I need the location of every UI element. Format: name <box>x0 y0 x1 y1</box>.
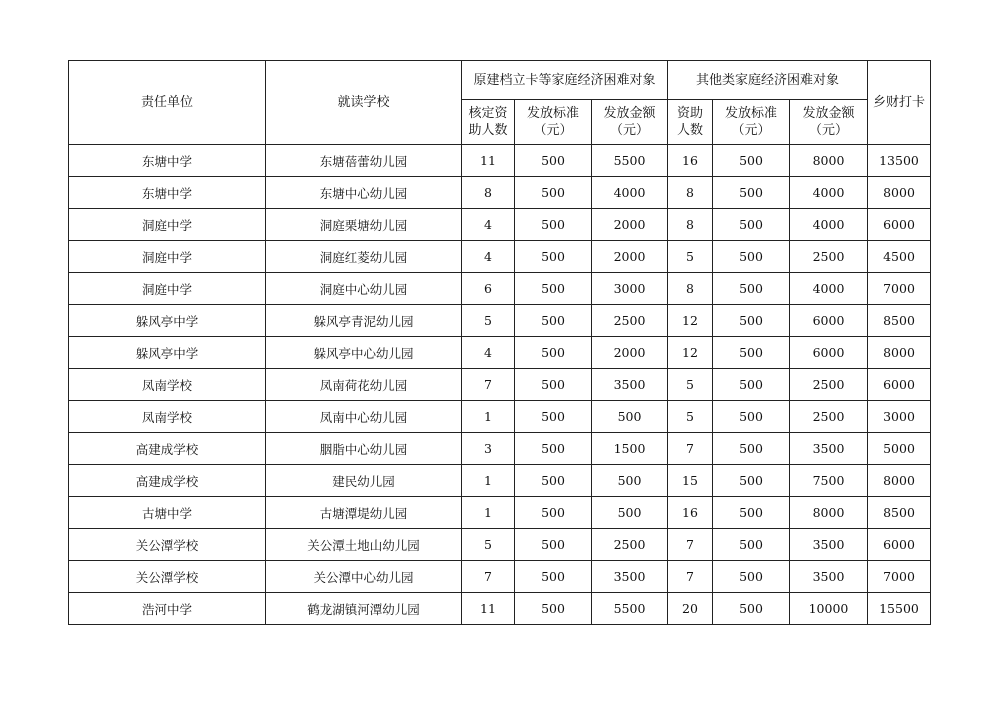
g1-amount-cell: 4000 <box>592 177 668 209</box>
g1-amount-cell: 1500 <box>592 433 668 465</box>
township-payment-cell: 13500 <box>868 145 931 177</box>
g2-count-cell: 16 <box>668 145 713 177</box>
g2-standard-cell: 500 <box>713 145 790 177</box>
unit-cell: 东塘中学 <box>69 177 266 209</box>
township-payment-cell: 8500 <box>868 497 931 529</box>
g1-count-cell: 5 <box>462 305 515 337</box>
table-row <box>69 433 931 465</box>
township-payment-cell: 4500 <box>868 241 931 273</box>
township-payment-cell: 8000 <box>868 177 931 209</box>
township-payment-cell: 15500 <box>868 593 931 625</box>
g1-standard-cell: 500 <box>515 241 592 273</box>
g2-count-cell: 8 <box>668 209 713 241</box>
g1-amount-cell: 2000 <box>592 241 668 273</box>
g2-amount-cell: 3500 <box>790 529 868 561</box>
g1-standard-cell: 500 <box>515 401 592 433</box>
g2-count-cell: 20 <box>668 593 713 625</box>
unit-cell: 洞庭中学 <box>69 273 266 305</box>
g2-count-cell: 7 <box>668 433 713 465</box>
unit-cell: 高建成学校 <box>69 465 266 497</box>
g1-count-cell: 5 <box>462 529 515 561</box>
g1-amount-cell: 3500 <box>592 369 668 401</box>
township-payment-cell: 6000 <box>868 209 931 241</box>
g1-standard-cell: 500 <box>515 433 592 465</box>
header-g2-amount: 发放金额 （元） <box>790 100 868 145</box>
g2-count-cell: 12 <box>668 305 713 337</box>
school-cell: 胭脂中心幼儿园 <box>266 433 462 465</box>
g1-count-cell: 4 <box>462 209 515 241</box>
school-cell: 躲风亭中心幼儿园 <box>266 337 462 369</box>
g1-standard-cell: 500 <box>515 177 592 209</box>
g1-amount-cell: 5500 <box>592 145 668 177</box>
g1-count-cell: 4 <box>462 241 515 273</box>
school-cell: 东塘蓓蕾幼儿园 <box>266 145 462 177</box>
unit-cell: 古塘中学 <box>69 497 266 529</box>
school-cell: 东塘中心幼儿园 <box>266 177 462 209</box>
township-payment-cell: 8000 <box>868 465 931 497</box>
g2-standard-cell: 500 <box>713 593 790 625</box>
g2-count-cell: 15 <box>668 465 713 497</box>
township-payment-cell: 6000 <box>868 369 931 401</box>
g2-amount-cell: 2500 <box>790 401 868 433</box>
g2-standard-cell: 500 <box>713 273 790 305</box>
table-row <box>69 593 931 625</box>
g2-standard-cell: 500 <box>713 209 790 241</box>
subsidy-table <box>68 60 931 625</box>
g1-count-cell: 7 <box>462 561 515 593</box>
g2-standard-cell: 500 <box>713 433 790 465</box>
g1-amount-cell: 3000 <box>592 273 668 305</box>
g1-amount-cell: 3500 <box>592 561 668 593</box>
school-cell: 古塘潭堤幼儿园 <box>266 497 462 529</box>
school-cell: 洞庭中心幼儿园 <box>266 273 462 305</box>
school-cell: 建民幼儿园 <box>266 465 462 497</box>
g1-amount-cell: 5500 <box>592 593 668 625</box>
g2-count-cell: 16 <box>668 497 713 529</box>
header-group-other: 其他类家庭经济困难对象 <box>668 61 868 100</box>
g2-standard-cell: 500 <box>713 177 790 209</box>
g2-amount-cell: 8000 <box>790 145 868 177</box>
g2-amount-cell: 7500 <box>790 465 868 497</box>
g2-amount-cell: 6000 <box>790 305 868 337</box>
g1-amount-cell: 2000 <box>592 337 668 369</box>
g1-count-cell: 11 <box>462 593 515 625</box>
g2-amount-cell: 4000 <box>790 273 868 305</box>
header-g1-standard: 发放标准 （元） <box>515 100 592 145</box>
g2-standard-cell: 500 <box>713 497 790 529</box>
g2-count-cell: 12 <box>668 337 713 369</box>
g1-count-cell: 6 <box>462 273 515 305</box>
table-body <box>69 145 931 625</box>
table-row <box>69 209 931 241</box>
unit-cell: 凤南学校 <box>69 369 266 401</box>
township-payment-cell: 7000 <box>868 273 931 305</box>
g2-count-cell: 8 <box>668 273 713 305</box>
table-row <box>69 177 931 209</box>
g1-amount-cell: 500 <box>592 465 668 497</box>
g2-standard-cell: 500 <box>713 337 790 369</box>
g2-standard-cell: 500 <box>713 465 790 497</box>
table-row <box>69 497 931 529</box>
g1-standard-cell: 500 <box>515 209 592 241</box>
unit-cell: 洞庭中学 <box>69 209 266 241</box>
unit-cell: 躲风亭中学 <box>69 305 266 337</box>
table-row <box>69 369 931 401</box>
school-cell: 关公潭土地山幼儿园 <box>266 529 462 561</box>
g1-count-cell: 11 <box>462 145 515 177</box>
unit-cell: 关公潭学校 <box>69 529 266 561</box>
g2-standard-cell: 500 <box>713 241 790 273</box>
school-cell: 躲风亭青泥幼儿园 <box>266 305 462 337</box>
g1-count-cell: 4 <box>462 337 515 369</box>
school-cell: 关公潭中心幼儿园 <box>266 561 462 593</box>
g2-standard-cell: 500 <box>713 561 790 593</box>
table-header <box>69 61 931 145</box>
g2-standard-cell: 500 <box>713 305 790 337</box>
header-school: 就读学校 <box>266 61 462 145</box>
g1-standard-cell: 500 <box>515 273 592 305</box>
g2-amount-cell: 8000 <box>790 497 868 529</box>
unit-cell: 东塘中学 <box>69 145 266 177</box>
g1-count-cell: 3 <box>462 433 515 465</box>
unit-cell: 洞庭中学 <box>69 241 266 273</box>
g1-standard-cell: 500 <box>515 593 592 625</box>
g2-count-cell: 7 <box>668 529 713 561</box>
g1-count-cell: 1 <box>462 497 515 529</box>
g1-standard-cell: 500 <box>515 561 592 593</box>
township-payment-cell: 3000 <box>868 401 931 433</box>
g2-count-cell: 5 <box>668 369 713 401</box>
table-row <box>69 241 931 273</box>
table-row <box>69 401 931 433</box>
g1-standard-cell: 500 <box>515 497 592 529</box>
g2-count-cell: 5 <box>668 401 713 433</box>
g1-count-cell: 1 <box>462 401 515 433</box>
township-payment-cell: 8000 <box>868 337 931 369</box>
g2-amount-cell: 4000 <box>790 177 868 209</box>
g2-amount-cell: 4000 <box>790 209 868 241</box>
header-township-payment: 乡财打卡 <box>868 61 931 145</box>
unit-cell: 关公潭学校 <box>69 561 266 593</box>
table-row <box>69 529 931 561</box>
g1-standard-cell: 500 <box>515 337 592 369</box>
header-g1-amount: 发放金额 （元） <box>592 100 668 145</box>
g1-standard-cell: 500 <box>515 369 592 401</box>
g2-count-cell: 5 <box>668 241 713 273</box>
table-row <box>69 305 931 337</box>
g1-standard-cell: 500 <box>515 529 592 561</box>
g2-amount-cell: 3500 <box>790 561 868 593</box>
header-g1-count: 核定资 助人数 <box>462 100 515 145</box>
unit-cell: 高建成学校 <box>69 433 266 465</box>
township-payment-cell: 8500 <box>868 305 931 337</box>
g1-amount-cell: 500 <box>592 497 668 529</box>
g2-count-cell: 8 <box>668 177 713 209</box>
unit-cell: 浩河中学 <box>69 593 266 625</box>
g1-count-cell: 8 <box>462 177 515 209</box>
g1-standard-cell: 500 <box>515 465 592 497</box>
table-row <box>69 145 931 177</box>
g1-amount-cell: 500 <box>592 401 668 433</box>
header-group-registered: 原建档立卡等家庭经济困难对象 <box>462 61 668 100</box>
school-cell: 鹤龙湖镇河潭幼儿园 <box>266 593 462 625</box>
table-row <box>69 273 931 305</box>
g1-amount-cell: 2500 <box>592 529 668 561</box>
township-payment-cell: 6000 <box>868 529 931 561</box>
table-row <box>69 337 931 369</box>
g2-amount-cell: 2500 <box>790 241 868 273</box>
unit-cell: 凤南学校 <box>69 401 266 433</box>
g2-amount-cell: 6000 <box>790 337 868 369</box>
g1-amount-cell: 2500 <box>592 305 668 337</box>
g2-standard-cell: 500 <box>713 529 790 561</box>
table-row <box>69 561 931 593</box>
table-row <box>69 465 931 497</box>
school-cell: 洞庭红菱幼儿园 <box>266 241 462 273</box>
header-g2-standard: 发放标准 （元） <box>713 100 790 145</box>
g1-standard-cell: 500 <box>515 305 592 337</box>
township-payment-cell: 7000 <box>868 561 931 593</box>
school-cell: 洞庭栗塘幼儿园 <box>266 209 462 241</box>
header-unit: 责任单位 <box>69 61 266 145</box>
g1-count-cell: 7 <box>462 369 515 401</box>
g2-standard-cell: 500 <box>713 369 790 401</box>
g2-amount-cell: 3500 <box>790 433 868 465</box>
header-g2-count: 资助 人数 <box>668 100 713 145</box>
unit-cell: 躲风亭中学 <box>69 337 266 369</box>
g2-count-cell: 7 <box>668 561 713 593</box>
g1-count-cell: 1 <box>462 465 515 497</box>
g2-standard-cell: 500 <box>713 401 790 433</box>
school-cell: 凤南荷花幼儿园 <box>266 369 462 401</box>
township-payment-cell: 5000 <box>868 433 931 465</box>
school-cell: 凤南中心幼儿园 <box>266 401 462 433</box>
g2-amount-cell: 10000 <box>790 593 868 625</box>
g1-standard-cell: 500 <box>515 145 592 177</box>
g1-amount-cell: 2000 <box>592 209 668 241</box>
g2-amount-cell: 2500 <box>790 369 868 401</box>
